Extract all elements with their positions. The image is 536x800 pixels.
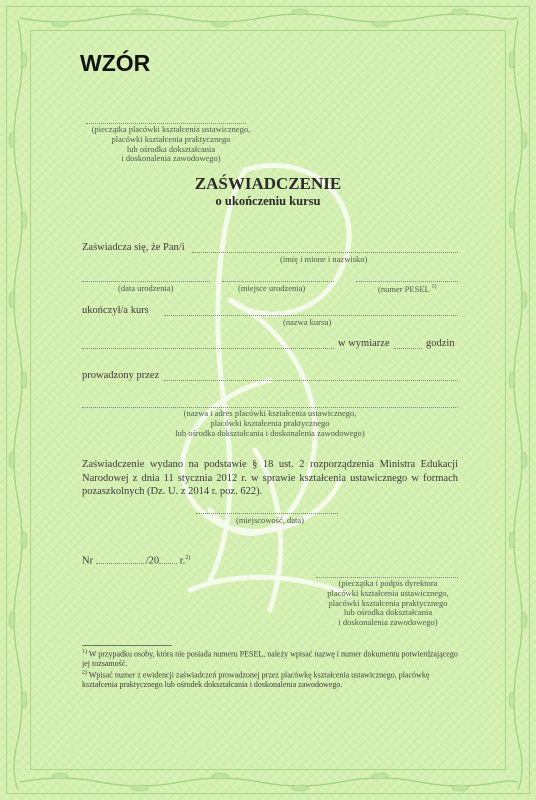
pesel-caption: (numer PESEL $^{1)}$ — [378, 284, 437, 294]
pesel-field[interactable] — [356, 281, 458, 282]
signature-caption: (pieczątka i podpis dyrektora placówki kształcenia ustawicznego, placówki kształcenia praktycznego lub ośrodka dokształcania i doskonalenia zawodowego) — [327, 578, 449, 628]
course-caption: (nazwa kursu) — [283, 317, 332, 327]
course-name-continuation-field[interactable] — [82, 348, 334, 349]
birth-date-caption: (data urodzenia) — [118, 283, 174, 293]
birth-place-caption: (miejsce urodzenia) — [238, 283, 306, 293]
footnote-1: $^{1)}$ W przypadku osoby, która nie posiada numeru PESEL, należy wpisać nazwę i numer dokumentu potwierdzającego jej tożsamość. — [82, 649, 458, 669]
hours-prefix: w wymiarze — [338, 338, 390, 349]
year-field[interactable] — [159, 563, 177, 564]
conducted-label: prowadzony przez — [82, 370, 160, 381]
hours-suffix: godzin — [426, 338, 455, 349]
certify-label: Zaświadcza się, że Pan/i — [82, 242, 185, 253]
certificate-number: Nr /20 r.$^{2)}$ — [82, 555, 191, 567]
birth-place-field[interactable] — [222, 281, 334, 282]
place-date-caption: (miejscowość, data) — [236, 515, 304, 525]
number-field[interactable] — [96, 563, 146, 564]
name-field[interactable] — [192, 252, 458, 253]
hours-field[interactable] — [394, 348, 422, 349]
sample-watermark-label: WZÓR — [80, 50, 151, 76]
legal-basis-text: Zaświadczenie wydano na podstawie § 18 ust. 2 rozporządzenia Ministra Edukacji Narodowej z dnia 11 stycznia 2012 r. w sprawie kształcenia ustawicznego w formach pozaszkolnych (Dz. U. z 2014 r. poz. 622). — [82, 459, 458, 498]
institution-caption: (nazwa i adres placówki kształcenia ustawicznego, placówki kształcenia praktycznego lub ośrodka dokształcania i doskonalenia zawodowego) — [175, 408, 365, 438]
stamp-caption: (pieczątka placówki kształcenia ustawicznego, placówki kształcenia praktycznego lub ośrodka dokształcania i doskonalenia zawodowego) — [91, 124, 251, 164]
name-caption: (imię i mione i nazwisko) — [280, 254, 368, 264]
course-name-field[interactable] — [164, 315, 458, 316]
footnote-separator — [82, 645, 172, 646]
document-subtitle: o ukończeniu kursu — [215, 194, 321, 208]
place-date-field[interactable] — [196, 513, 338, 514]
document-title: ZAŚWIADCZENIE — [194, 174, 342, 193]
birth-date-field[interactable] — [82, 281, 210, 282]
completed-label: ukończył/a kurs — [82, 305, 149, 316]
institution-field[interactable] — [164, 380, 458, 381]
footnote-2: $^{2)}$ Wpisać numer z ewidencji zaświadczeń prowadzonej przez placówkę kształcenia ustawicznego, placówkę kształcenia praktycznego lub ośrodek dokształcania i doskonalenia zawodowego. — [82, 670, 430, 690]
